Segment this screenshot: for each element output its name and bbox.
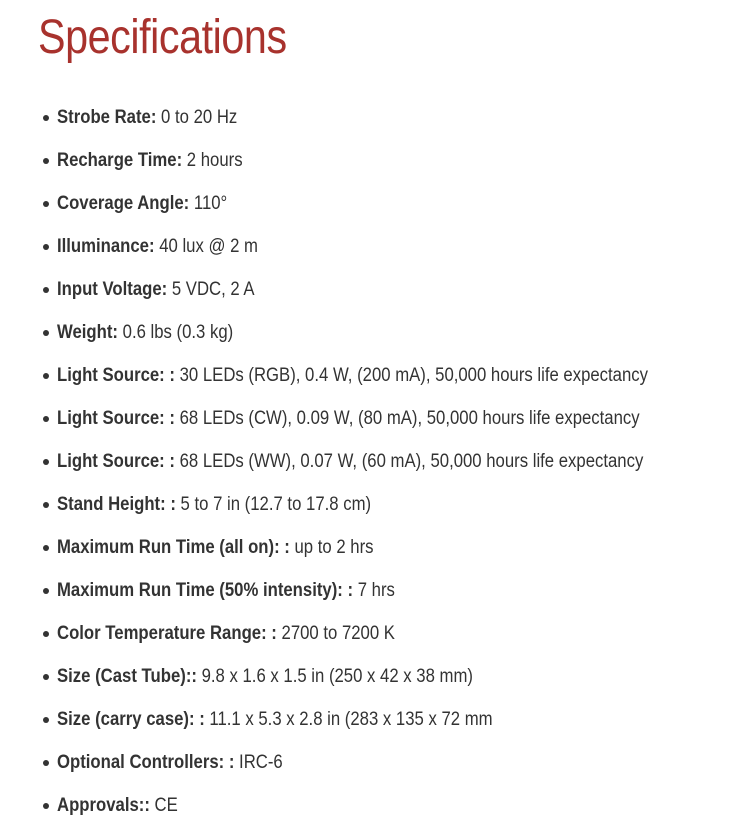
spec-label: Approvals::: [57, 795, 150, 816]
spec-label: Light Source: :: [57, 365, 175, 386]
spec-item-weight: [0, 311, 729, 354]
spec-item-light-source-rgb: [0, 354, 729, 397]
spec-value: 68 LEDs (WW), 0.07 W, (60 mA), 50,000 hours life expectancy: [174, 451, 644, 472]
bullet-icon: [43, 330, 49, 336]
specifications-list: [0, 96, 729, 827]
spec-value: 5 VDC, 2 A: [167, 279, 255, 300]
spec-label: Illuminance:: [57, 236, 155, 257]
spec-label: Input Voltage:: [57, 279, 168, 300]
spec-value: 7 hrs: [353, 580, 395, 601]
spec-item-size-carry-case: [0, 698, 729, 741]
spec-label: Size (carry case): :: [57, 709, 205, 730]
spec-value: 0.6 lbs (0.3 kg): [117, 322, 234, 343]
spec-item-max-run-time-50: [0, 569, 729, 612]
spec-value: IRC-6: [234, 752, 283, 773]
spec-item-input-voltage: [0, 268, 729, 311]
bullet-icon: [43, 287, 49, 293]
spec-label: Coverage Angle:: [57, 193, 190, 214]
spec-label: Maximum Run Time (all on): :: [57, 537, 290, 558]
spec-value: CE: [149, 795, 178, 816]
spec-value: 2700 to 7200 K: [276, 623, 395, 644]
bullet-icon: [43, 459, 49, 465]
spec-value: 110°: [189, 193, 228, 214]
bullet-icon: [43, 631, 49, 637]
bullet-icon: [43, 588, 49, 594]
spec-value: 0 to 20 Hz: [156, 107, 238, 128]
spec-value: 5 to 7 in (12.7 to 17.8 cm): [175, 494, 372, 515]
spec-item-illuminance: [0, 225, 729, 268]
spec-value: 11.1 x 5.3 x 2.8 in (283 x 135 x 72 mm: [204, 709, 493, 730]
spec-label: Weight:: [57, 322, 118, 343]
bullet-icon: [43, 201, 49, 207]
spec-label: Optional Controllers: :: [57, 752, 235, 773]
spec-item-optional-controllers: [0, 741, 729, 784]
spec-label: Size (Cast Tube)::: [57, 666, 197, 687]
bullet-icon: [43, 502, 49, 508]
spec-item-approvals: [0, 784, 729, 827]
spec-item-light-source-cw: [0, 397, 729, 440]
spec-label: Recharge Time:: [57, 150, 183, 171]
spec-item-max-run-time-all-on: [0, 526, 729, 569]
bullet-icon: [43, 158, 49, 164]
bullet-icon: [43, 717, 49, 723]
bullet-icon: [43, 416, 49, 422]
spec-value: 30 LEDs (RGB), 0.4 W, (200 mA), 50,000 hours life expectancy: [174, 365, 649, 386]
spec-value: 2 hours: [182, 150, 243, 171]
bullet-icon: [43, 674, 49, 680]
spec-item-strobe-rate: [0, 96, 729, 139]
spec-label: Maximum Run Time (50% intensity): :: [57, 580, 354, 601]
spec-label: Color Temperature Range: :: [57, 623, 277, 644]
bullet-icon: [43, 115, 49, 121]
spec-value: up to 2 hrs: [289, 537, 374, 558]
bullet-icon: [43, 244, 49, 250]
spec-item-recharge-time: [0, 139, 729, 182]
page-title: Specifications: [38, 11, 287, 64]
spec-item-light-source-ww: [0, 440, 729, 483]
spec-item-stand-height: [0, 483, 729, 526]
spec-value: 68 LEDs (CW), 0.09 W, (80 mA), 50,000 hours life expectancy: [174, 408, 640, 429]
spec-label: Strobe Rate:: [57, 107, 157, 128]
spec-value: 40 lux @ 2 m: [154, 236, 258, 257]
spec-item-size-cast-tube: [0, 655, 729, 698]
spec-item-color-temperature-range: [0, 612, 729, 655]
spec-label: Light Source: :: [57, 451, 175, 472]
spec-label: Stand Height: :: [57, 494, 176, 515]
bullet-icon: [43, 545, 49, 551]
bullet-icon: [43, 373, 49, 379]
bullet-icon: [43, 760, 49, 766]
spec-item-coverage-angle: [0, 182, 729, 225]
spec-label: Light Source: :: [57, 408, 175, 429]
bullet-icon: [43, 803, 49, 809]
spec-value: 9.8 x 1.6 x 1.5 in (250 x 42 x 38 mm): [196, 666, 473, 687]
